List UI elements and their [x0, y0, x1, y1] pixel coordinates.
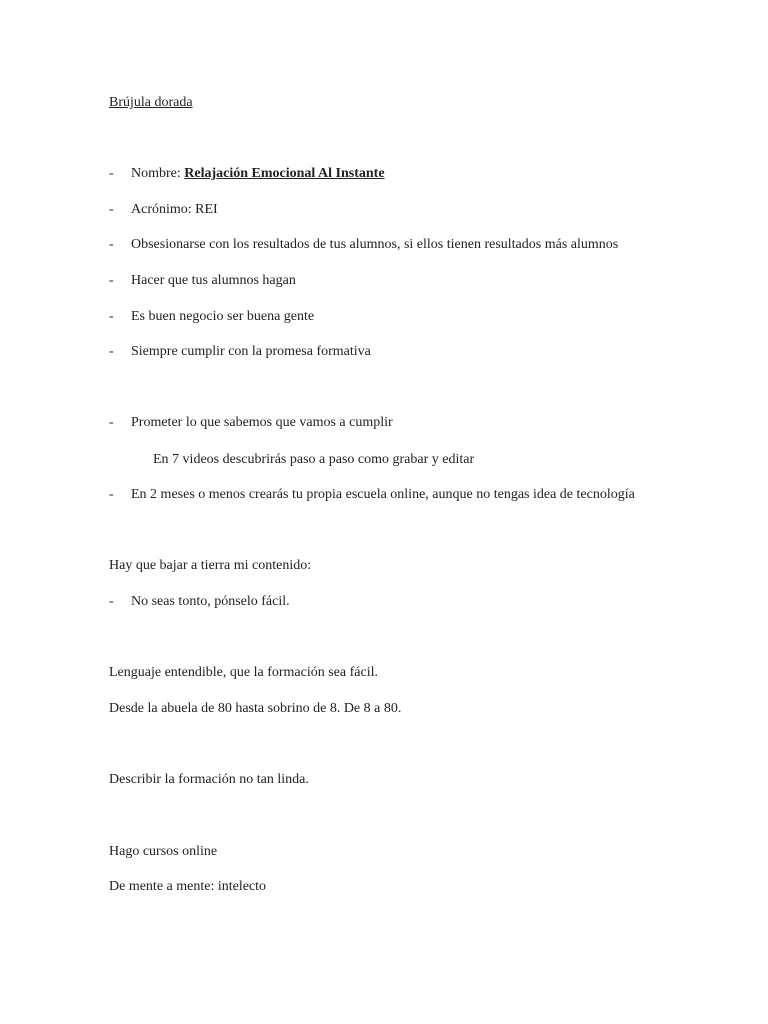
list-dash: -	[109, 202, 114, 217]
list-item-text: Prometer lo que sabemos que vamos a cumplir	[131, 415, 393, 430]
list-item-tonto	[109, 593, 290, 611]
list-item-negocio	[109, 308, 314, 326]
paragraph-lenguaje: Lenguaje entendible, que la formación sea fácil.	[109, 665, 378, 680]
indented-line: En 7 videos descubrirás paso a paso como grabar y editar	[153, 452, 475, 467]
list-item-nombre	[109, 165, 385, 183]
list-item-text: No seas tonto, pónselo fácil.	[131, 594, 290, 609]
paragraph-cursos: Hago cursos online	[109, 844, 218, 859]
paragraph-abuela: Desde la abuela de 80 hasta sobrino de 8. De 8 a 80.	[109, 701, 402, 716]
nombre-value: Relajación Emocional Al Instante	[184, 166, 385, 181]
list-dash: -	[109, 237, 114, 252]
list-dash: -	[109, 273, 114, 288]
list-dash: -	[109, 344, 114, 359]
list-item-obsesionarse	[109, 236, 618, 254]
list-dash: -	[109, 309, 114, 324]
list-item-text: Acrónimo: REI	[131, 202, 218, 217]
paragraph-bajar-tierra: Hay que bajar a tierra mi contenido:	[109, 558, 312, 573]
list-dash: -	[109, 166, 114, 181]
list-item-acronimo	[109, 201, 218, 219]
list-dash: -	[109, 594, 114, 609]
list-item-text: En 2 meses o menos crearás tu propia escuela online, aunque no tengas idea de tecnología	[131, 487, 635, 502]
list-item-meses	[109, 486, 635, 504]
list-item-prometer	[109, 414, 393, 432]
list-item-text: Es buen negocio ser buena gente	[131, 309, 315, 324]
list-item-text: Siempre cumplir con la promesa formativa	[131, 344, 371, 359]
list-item-hacer	[109, 272, 296, 290]
list-item-text: Obsesionarse con los resultados de tus alumnos, si ellos tienen resultados más alumnos	[131, 237, 619, 252]
paragraph-mente: De mente a mente: intelecto	[109, 879, 267, 894]
document-title: Brújula dorada	[109, 95, 193, 110]
list-item-text: Hacer que tus alumnos hagan	[131, 273, 296, 288]
nombre-label: Nombre:	[131, 166, 185, 181]
list-dash: -	[109, 415, 114, 430]
list-dash: -	[109, 487, 114, 502]
paragraph-describir: Describir la formación no tan linda.	[109, 772, 309, 787]
list-item-promesa	[109, 343, 371, 361]
